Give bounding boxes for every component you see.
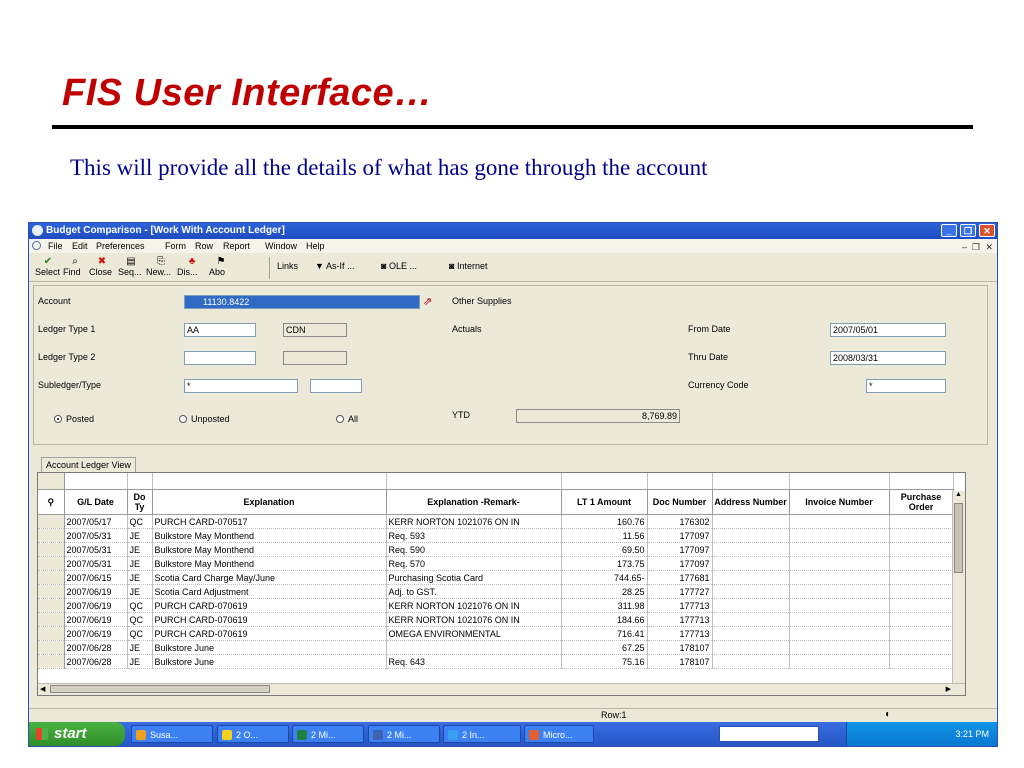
account-label: Account: [38, 296, 71, 306]
maximize-button[interactable]: ❐: [960, 224, 976, 237]
cell-remark[interactable]: KERR NORTON 1021076 ON IN: [386, 613, 561, 627]
column-header-amount[interactable]: LT 1 Amount: [561, 490, 647, 515]
cell-gl-date[interactable]: 2007/05/31: [64, 557, 127, 571]
menu-help[interactable]: Help: [306, 241, 325, 251]
cell-gl-date[interactable]: 2007/06/15: [64, 571, 127, 585]
cell-empty[interactable]: [789, 543, 889, 557]
ledger-type2-label: Ledger Type 2: [38, 352, 96, 362]
row-header[interactable]: [38, 571, 64, 585]
cell-empty[interactable]: [712, 641, 789, 655]
select-label: Select: [35, 267, 61, 277]
ole-icon: ◙: [381, 261, 387, 271]
cell-doc-type[interactable]: JE: [127, 557, 152, 571]
cell-empty[interactable]: [789, 585, 889, 599]
cell-remark[interactable]: Req. 570: [386, 557, 561, 571]
taskbar-item[interactable]: [443, 725, 521, 743]
row-header: [38, 473, 64, 490]
account-field[interactable]: 11130.8422: [184, 295, 420, 309]
mdi-restore-icon[interactable]: ❐: [971, 242, 980, 252]
cell-empty[interactable]: [889, 557, 953, 571]
new-button[interactable]: [146, 256, 176, 277]
all-radio[interactable]: [336, 414, 358, 424]
menu-edit[interactable]: Edit: [72, 241, 88, 251]
table-row[interactable]: [38, 627, 953, 641]
taskbar: [29, 722, 997, 746]
subledger-label: Subledger/Type: [38, 380, 102, 390]
display-label: Dis...: [177, 267, 198, 277]
slide-title: FIS User Interface…: [62, 72, 433, 114]
cell-explanation[interactable]: PURCH CARD-070619: [152, 627, 386, 641]
taskbar-label: 2 In...: [462, 730, 485, 740]
cell-doc-type[interactable]: JE: [127, 571, 152, 585]
globe-icon: ◐: [885, 709, 892, 720]
sequence-icon: ▤: [126, 256, 136, 267]
mdi-close-icon[interactable]: ✕: [985, 242, 993, 252]
vertical-scroll-thumb[interactable]: [954, 503, 963, 573]
cell-doc-type[interactable]: JE: [127, 641, 152, 655]
cell-amount[interactable]: 160.76: [561, 515, 647, 529]
grid-section: [33, 454, 969, 734]
table-row[interactable]: [38, 529, 953, 543]
new-label: New...: [146, 267, 172, 277]
cell-doc-type[interactable]: JE: [127, 655, 152, 669]
about-button[interactable]: [209, 256, 233, 277]
cell-empty[interactable]: [712, 599, 789, 613]
query-cell[interactable]: [712, 473, 789, 490]
cell-empty[interactable]: [889, 613, 953, 627]
cell-doc-number[interactable]: 177727: [647, 585, 712, 599]
app-icon: [529, 730, 539, 740]
tab-account-ledger-view[interactable]: Account Ledger View: [41, 457, 136, 473]
cell-explanation[interactable]: Bulkstore May Monthend: [152, 557, 386, 571]
column-header-invoice-number[interactable]: Invoice Number: [789, 490, 889, 515]
cell-explanation[interactable]: Scotia Card Charge May/June: [152, 571, 386, 585]
ytd-label: YTD: [452, 410, 470, 420]
cell-empty[interactable]: [712, 585, 789, 599]
cell-amount[interactable]: 67.25: [561, 641, 647, 655]
find-icon: ⌕: [72, 256, 78, 267]
app-window: [28, 222, 998, 747]
as-if-label: As-If ...: [325, 261, 355, 271]
cell-gl-date[interactable]: 2007/06/19: [64, 627, 127, 641]
subledger-field[interactable]: *: [184, 379, 298, 393]
cell-empty[interactable]: [712, 557, 789, 571]
taskbar-label: 2 Mi...: [387, 730, 412, 740]
row-header[interactable]: [38, 529, 64, 543]
sequence-label: Seq...: [118, 267, 142, 277]
cell-empty[interactable]: [789, 571, 889, 585]
cell-amount[interactable]: 28.25: [561, 585, 647, 599]
cell-amount[interactable]: 716.41: [561, 627, 647, 641]
menu-row[interactable]: Row: [195, 241, 214, 251]
internet-icon: ◙: [449, 261, 455, 271]
taskbar-item[interactable]: [524, 725, 594, 743]
cell-doc-number[interactable]: 177097: [647, 529, 712, 543]
display-icon: ♣: [188, 256, 196, 267]
query-cell[interactable]: [386, 473, 561, 490]
cell-empty[interactable]: [789, 557, 889, 571]
cell-empty[interactable]: [889, 599, 953, 613]
search-icon: ⚲: [47, 497, 55, 507]
menu-bar: [29, 239, 997, 253]
cell-empty[interactable]: [889, 515, 953, 529]
find-label: Find: [63, 267, 81, 277]
cell-explanation[interactable]: Scotia Card Adjustment: [152, 585, 386, 599]
query-cell[interactable]: [64, 473, 127, 490]
cell-empty[interactable]: [889, 543, 953, 557]
table-row[interactable]: [38, 571, 953, 585]
row-selector-header[interactable]: [38, 490, 64, 515]
cell-explanation[interactable]: Bulkstore June: [152, 655, 386, 669]
row-header[interactable]: [38, 599, 64, 613]
slide-subtitle: This will provide all the details of what has gone through the account: [70, 155, 708, 180]
new-icon: ⎘: [157, 256, 165, 267]
select-button[interactable]: [35, 256, 61, 277]
internet-label: Internet: [456, 261, 488, 271]
column-header-gl-date[interactable]: G/L Date: [64, 490, 127, 515]
cell-empty[interactable]: [889, 571, 953, 585]
windows-logo-icon: [36, 728, 48, 740]
minimize-button[interactable]: _: [941, 224, 957, 237]
nero-toolbar[interactable]: [719, 726, 819, 742]
cell-explanation[interactable]: PURCH CARD-070619: [152, 599, 386, 613]
cell-doc-type[interactable]: QC: [127, 599, 152, 613]
cell-remark[interactable]: Req. 643: [386, 655, 561, 669]
account-description: Other Supplies: [452, 296, 512, 306]
cell-explanation[interactable]: Bulkstore May Monthend: [152, 543, 386, 557]
cell-remark[interactable]: Req. 593: [386, 529, 561, 543]
table-row[interactable]: [38, 655, 953, 669]
toolbar-separator: [269, 257, 270, 279]
cell-empty[interactable]: [712, 613, 789, 627]
mdi-minimize-icon[interactable]: –: [961, 242, 967, 252]
cell-empty[interactable]: [889, 655, 953, 669]
cell-gl-date[interactable]: 2007/06/28: [64, 655, 127, 669]
unposted-label: Unposted: [191, 414, 230, 424]
cell-empty[interactable]: [889, 627, 953, 641]
internet-link[interactable]: [449, 261, 487, 271]
ledger-type1-label: Ledger Type 1: [38, 324, 96, 334]
menu-file[interactable]: File: [48, 241, 63, 251]
row-header[interactable]: [38, 655, 64, 669]
cell-empty[interactable]: [712, 627, 789, 641]
ledger-table: [38, 473, 954, 669]
taskbar-item[interactable]: [217, 725, 289, 743]
app-icon: [448, 730, 458, 740]
cell-doc-number[interactable]: 177097: [647, 543, 712, 557]
cell-doc-number[interactable]: 177713: [647, 613, 712, 627]
cell-doc-number[interactable]: 177681: [647, 571, 712, 585]
cell-empty[interactable]: [789, 599, 889, 613]
cell-explanation[interactable]: Bulkstore June: [152, 641, 386, 655]
table-row[interactable]: [38, 641, 953, 655]
taskbar-item[interactable]: [292, 725, 364, 743]
display-button[interactable]: [177, 256, 207, 277]
column-header-address-number[interactable]: Address Number: [712, 490, 789, 515]
from-date-label: From Date: [688, 324, 731, 334]
ole-link[interactable]: [381, 261, 417, 271]
cell-empty[interactable]: [712, 529, 789, 543]
cell-remark[interactable]: Req. 590: [386, 543, 561, 557]
cell-remark[interactable]: OMEGA ENVIRONMENTAL: [386, 627, 561, 641]
cell-doc-number[interactable]: 177097: [647, 557, 712, 571]
cell-doc-type[interactable]: JE: [127, 543, 152, 557]
query-cell[interactable]: [152, 473, 386, 490]
app-icon: [222, 730, 232, 740]
posted-label: Posted: [66, 414, 95, 424]
column-header-doc-type[interactable]: Do Ty: [127, 490, 152, 515]
ledger-type1-field[interactable]: AA: [184, 323, 256, 337]
cell-explanation[interactable]: PURCH CARD-070517: [152, 515, 386, 529]
table-row[interactable]: [38, 557, 953, 571]
cell-doc-type[interactable]: QC: [127, 627, 152, 641]
cell-remark[interactable]: KERR NORTON 1021076 ON IN: [386, 599, 561, 613]
table-row[interactable]: [38, 613, 953, 627]
cell-doc-number[interactable]: 177713: [647, 627, 712, 641]
table-row[interactable]: [38, 585, 953, 599]
all-label: All: [348, 414, 359, 424]
table-row[interactable]: [38, 515, 953, 529]
cell-amount[interactable]: 311.98: [561, 599, 647, 613]
cell-empty[interactable]: [889, 529, 953, 543]
app-icon: [136, 730, 146, 740]
vertical-scrollbar[interactable]: [952, 491, 965, 695]
window-title: Budget Comparison - [Work With Account Ledger]: [46, 225, 285, 236]
toolbar: [29, 254, 997, 282]
clock: 3:21 PM: [955, 729, 989, 739]
row-header[interactable]: [38, 515, 64, 529]
cell-remark[interactable]: KERR NORTON 1021076 ON IN: [386, 515, 561, 529]
cell-empty[interactable]: [712, 571, 789, 585]
query-cell[interactable]: [127, 473, 152, 490]
taskbar-label: Micro...: [543, 730, 573, 740]
cell-remark[interactable]: Purchasing Scotia Card: [386, 571, 561, 585]
about-label: Abo: [209, 267, 226, 277]
cell-empty[interactable]: [889, 641, 953, 655]
cell-doc-number[interactable]: 178107: [647, 655, 712, 669]
start-button[interactable]: [29, 722, 125, 746]
row-header[interactable]: [38, 543, 64, 557]
cell-doc-number[interactable]: 176302: [647, 515, 712, 529]
thru-date-label: Thru Date: [688, 352, 729, 362]
row-header[interactable]: [38, 627, 64, 641]
cell-explanation[interactable]: PURCH CARD-070619: [152, 613, 386, 627]
cell-amount[interactable]: 744.65-: [561, 571, 647, 585]
ytd-field: 8,769.89: [516, 409, 680, 423]
about-icon: ⚑: [216, 256, 226, 267]
document-icon[interactable]: [32, 241, 41, 250]
cell-remark[interactable]: Adj. to GST.: [386, 585, 561, 599]
column-header-purchase-order[interactable]: Purchase Order: [889, 490, 953, 515]
thru-date-field[interactable]: 2008/03/31: [830, 351, 946, 365]
query-cell[interactable]: [561, 473, 647, 490]
menu-form[interactable]: Form: [165, 241, 186, 251]
column-header-doc-number[interactable]: Doc Number: [647, 490, 712, 515]
cell-gl-date[interactable]: 2007/06/19: [64, 613, 127, 627]
ledger-type2-currency: [283, 351, 347, 365]
scroll-left-icon[interactable]: ◀: [40, 686, 46, 693]
cell-gl-date[interactable]: 2007/06/28: [64, 641, 127, 655]
cell-empty[interactable]: [789, 515, 889, 529]
taskbar-label: Susa...: [150, 730, 179, 740]
start-label: start: [54, 725, 87, 742]
ledger-grid: [37, 472, 966, 696]
cell-gl-date[interactable]: 2007/06/19: [64, 599, 127, 613]
posted-radio[interactable]: [54, 414, 94, 424]
cell-amount[interactable]: 11.56: [561, 529, 647, 543]
system-tray: [846, 722, 997, 746]
cell-doc-type[interactable]: JE: [127, 585, 152, 599]
sequence-button[interactable]: [118, 256, 144, 277]
query-cell[interactable]: [789, 473, 889, 490]
cell-empty[interactable]: [789, 613, 889, 627]
cell-doc-type[interactable]: QC: [127, 515, 152, 529]
cell-remark[interactable]: [386, 641, 561, 655]
cell-empty[interactable]: [889, 585, 953, 599]
close-form-button[interactable]: [89, 256, 115, 277]
cell-empty[interactable]: [789, 627, 889, 641]
as-if-link[interactable]: [315, 261, 354, 271]
radio-icon: [179, 415, 187, 423]
cell-doc-type[interactable]: QC: [127, 613, 152, 627]
currency-code-field[interactable]: *: [866, 379, 946, 393]
column-header-explanation[interactable]: Explanation: [152, 490, 386, 515]
close-label: Close: [89, 267, 113, 277]
taskbar-label: 2 Mi...: [311, 730, 336, 740]
menu-preferences[interactable]: Preferences: [96, 241, 145, 251]
title-divider: [52, 125, 973, 129]
ledger-type2-field[interactable]: [184, 351, 256, 365]
ledger-type1-description: Actuals: [452, 324, 482, 334]
cell-empty[interactable]: [789, 641, 889, 655]
app-icon: [373, 730, 383, 740]
horizontal-scrollbar[interactable]: [38, 683, 965, 695]
scroll-right-icon[interactable]: ▶: [945, 686, 951, 693]
cell-explanation[interactable]: Bulkstore May Monthend: [152, 529, 386, 543]
visual-assist-icon[interactable]: ⇗: [423, 296, 433, 308]
ole-label: OLE ...: [388, 261, 417, 271]
cell-doc-number[interactable]: 178107: [647, 641, 712, 655]
app-icon: [297, 730, 307, 740]
cell-amount[interactable]: 184.66: [561, 613, 647, 627]
cell-amount[interactable]: 75.16: [561, 655, 647, 669]
from-date-field[interactable]: 2007/05/01: [830, 323, 946, 337]
links-label: Links: [277, 261, 299, 271]
window-titlebar[interactable]: [29, 223, 997, 239]
ledger-type1-currency: CDN: [283, 323, 347, 337]
dropdown-arrow-icon: ▼: [315, 261, 324, 271]
taskbar-item[interactable]: [131, 725, 213, 743]
cell-gl-date[interactable]: 2007/05/31: [64, 529, 127, 543]
query-cell[interactable]: [647, 473, 712, 490]
cell-gl-date[interactable]: 2007/05/31: [64, 543, 127, 557]
menu-report[interactable]: Report: [223, 241, 251, 251]
close-button[interactable]: ✕: [979, 224, 995, 237]
cell-amount[interactable]: 69.50: [561, 543, 647, 557]
column-header-remark[interactable]: Explanation -Remark-: [386, 490, 561, 515]
cell-doc-type[interactable]: JE: [127, 529, 152, 543]
scroll-up-icon[interactable]: ▲: [955, 491, 962, 498]
close-x-icon: ✖: [97, 256, 107, 267]
cell-amount[interactable]: 173.75: [561, 557, 647, 571]
cell-empty[interactable]: [712, 515, 789, 529]
horizontal-scroll-thumb[interactable]: [50, 685, 270, 693]
row-header[interactable]: [38, 585, 64, 599]
taskbar-label: 2 O...: [236, 730, 259, 740]
query-cell[interactable]: [889, 473, 953, 490]
menu-window[interactable]: Window: [265, 241, 298, 251]
find-button[interactable]: [63, 256, 87, 277]
cell-empty[interactable]: [789, 655, 889, 669]
status-bar: [29, 708, 997, 723]
checkmark-icon: ✔: [43, 256, 53, 267]
row-header[interactable]: [38, 613, 64, 627]
header-form: [33, 285, 988, 445]
cell-empty[interactable]: [712, 543, 789, 557]
subledger-type-field[interactable]: [310, 379, 362, 393]
currency-code-label: Currency Code: [688, 380, 749, 390]
row-header[interactable]: [38, 641, 64, 655]
app-icon: [32, 225, 43, 236]
cell-doc-number[interactable]: 177713: [647, 599, 712, 613]
table-row[interactable]: [38, 599, 953, 613]
radio-selected-icon: [54, 415, 62, 423]
cell-empty[interactable]: [712, 655, 789, 669]
cell-gl-date[interactable]: 2007/05/17: [64, 515, 127, 529]
row-header[interactable]: [38, 557, 64, 571]
radio-icon: [336, 415, 344, 423]
table-row[interactable]: [38, 543, 953, 557]
cell-gl-date[interactable]: 2007/06/19: [64, 585, 127, 599]
row-indicator: Row:1: [601, 710, 627, 720]
cell-empty[interactable]: [789, 529, 889, 543]
taskbar-item[interactable]: [368, 725, 440, 743]
unposted-radio[interactable]: [179, 414, 230, 424]
